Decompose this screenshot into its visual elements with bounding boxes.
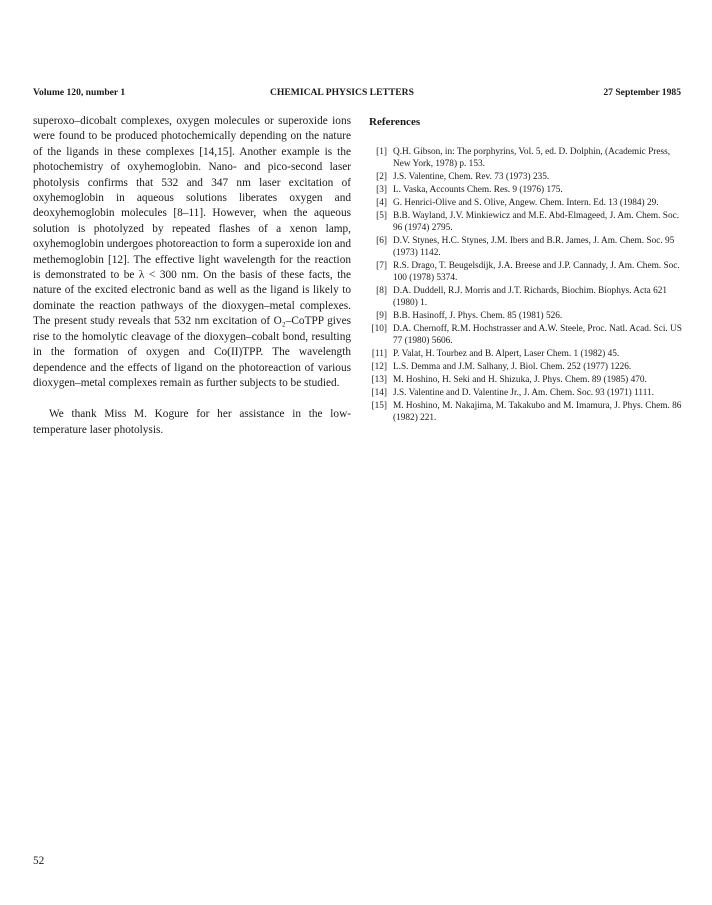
reference-item (369, 348, 683, 360)
reference-number: [3] (376, 185, 387, 196)
reference-item (369, 235, 683, 259)
reference-item (369, 146, 683, 170)
reference-item (369, 184, 683, 196)
reference-text: D.V. Stynes, H.C. Stynes, J.M. Ibers and B.R. James, J. Am. Chem. Soc. 95 (1973) 1142. (393, 236, 675, 259)
reference-text: L. Vaska, Accounts Chem. Res. 9 (1976) 175. (393, 185, 563, 196)
reference-number: [6] (376, 236, 387, 247)
reference-text: B.B. Wayland, J.V. Minkiewicz and M.E. Abd-Elmageed, J. Am. Chem. Soc. 96 (1974) 2795. (393, 211, 680, 234)
reference-text: G. Henrici-Olive and S. Olive, Angew. Chem. Intern. Ed. 13 (1984) 29. (393, 198, 659, 209)
reference-text: Q.H. Gibson, in: The porphyrins, Vol. 5, ed. D. Dolphin, (Academic Press, New York, 1978) p. 153. (393, 147, 671, 170)
reference-item (369, 323, 683, 347)
reference-text: P. Valat, H. Tourbez and B. Alpert, Laser Chem. 1 (1982) 45. (393, 349, 620, 360)
reference-item (369, 210, 683, 234)
reference-item (369, 197, 683, 209)
reference-text: M. Hoshino, M. Nakajima, M. Takakubo and M. Imamura, J. Phys. Chem. 86 (1982) 221. (393, 401, 682, 424)
reference-number: [4] (376, 198, 387, 209)
reference-text: B.B. Hasinoff, J. Phys. Chem. 85 (1981) 526. (393, 311, 563, 322)
reference-number: [11] (371, 349, 387, 360)
reference-list (369, 146, 683, 425)
acknowledgement: We thank Miss M. Kogure for her assistance in the low-temperature laser photolysis. (33, 408, 351, 436)
reference-item (369, 374, 683, 386)
reference-number: [13] (371, 375, 387, 386)
reference-number: [2] (376, 172, 387, 183)
reference-item (369, 285, 683, 309)
journal-title: CHEMICAL PHYSICS LETTERS (270, 87, 414, 98)
publication-date: 27 September 1985 (603, 87, 681, 98)
left-column (33, 114, 351, 438)
reference-number: [7] (376, 261, 387, 272)
running-header (33, 87, 681, 101)
reference-text: M. Hoshino, H. Seki and H. Shizuka, J. Phys. Chem. 89 (1985) 470. (393, 375, 647, 386)
reference-number: [12] (371, 362, 387, 373)
reference-item (369, 400, 683, 424)
reference-text: R.S. Drago, T. Beugelsdijk, J.A. Breese and J.P. Cannady, J. Am. Chem. Soc. 100 (1978) 5374. (393, 261, 680, 284)
reference-number: [14] (371, 388, 387, 399)
reference-number: [10] (371, 324, 387, 335)
reference-number: [15] (371, 401, 387, 412)
reference-item (369, 387, 683, 399)
reference-number: [9] (376, 311, 387, 322)
reference-text: J.S. Valentine, Chem. Rev. 73 (1973) 235. (393, 172, 550, 183)
reference-item (369, 171, 683, 183)
reference-number: [8] (376, 286, 387, 297)
journal-volume: Volume 120, number 1 (33, 87, 126, 98)
reference-number: [5] (376, 211, 387, 222)
reference-number: [1] (376, 147, 387, 157)
reference-item (369, 361, 683, 373)
reference-text: J.S. Valentine and D. Valentine Jr., J. Am. Chem. Soc. 93 (1971) 1111. (393, 388, 654, 399)
page-number: 52 (33, 855, 45, 867)
references-heading: References (369, 116, 421, 128)
reference-text: D.A. Chernoff, R.M. Hochstrasser and A.W. Steele, Proc. Natl. Acad. Sci. US 77 (1980) 5606. (393, 324, 682, 347)
reference-text: D.A. Duddell, R.J. Morris and J.T. Richards, Biochim. Biophys. Acta 621 (1980) 1. (393, 286, 668, 309)
body-paragraph: superoxo–dicobalt complexes, oxygen molecules or superoxide ions were found to be produced photochemically depending on the nature of the ligands in these complexes [14,15]. Another example is the photochemistry of oxyhemoglobin. Nano- and pico-second laser photolysis confirms that 532 and 347 nm laser excitation of oxyhemoglobin in aqueous solutions liberates oxygen and deoxyhemoglobin molecules [8–11]. However, when the aqueous solution is photolyzed by repeated flashes of a xenon lamp, oxyhemoglobin undergoes photoreaction to form a superoxide ion and methemoglobin [12]. The effective light wavelength for the reaction is demonstrated to be λ < 300 nm. On the basis of these facts, the nature of the excited electronic band as well as the ligand is likely to dominate the reaction pathways of the dioxygen–metal complexes. The present study reveals that 532 nm excitation of O₂–CoTPP gives rise to the homolytic cleavage of the dioxygen–cobalt bond, resulting in the formation of oxygen and Co(II)TPP. The wavelength dependence and the effects of ligand on the photoreaction of various dioxygen–metal complexes remain as further subjects to be studied. (33, 115, 351, 389)
reference-item (369, 310, 683, 322)
references-section (369, 116, 683, 425)
reference-item (369, 260, 683, 284)
reference-text: L.S. Demma and J.M. Salhany, J. Biol. Chem. 252 (1977) 1226. (393, 362, 632, 373)
